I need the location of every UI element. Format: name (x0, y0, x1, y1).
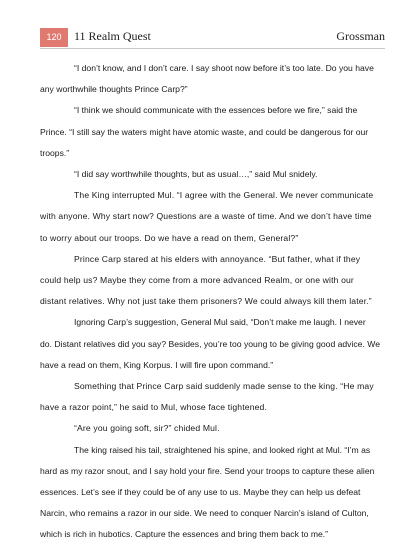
paragraph: The King interrupted Mul. “I agree with the General. We never communicate with anyone. Why start now? Questions are a waste of time. And we don’t have time to worry about our troops. Do we have a read on them, General?” (40, 190, 374, 243)
paragraph: The king raised his tail, straightened his spine, and looked right at Mul. “I’m as hard as my razor snout, and I say hold your fire. Send your troops to capture these alien essences. Let’s see if they could be of any use to us. Maybe they can help us defeat Narcin, who remains a razor in our side. We need to conquer Narcin’s island of Culton, which is rich in hubotics. Capture the essences and bring them back to me.” (40, 444, 375, 540)
paragraph: Ignoring Carp’s suggestion, General Mul said, “Don’t make me laugh. I never do. Distant relatives did you say? Besides, you’re too young to be giving good advice. We have a read on them, King Korpus. I will fire upon command.” (40, 317, 380, 370)
paragraph: Something that Prince Carp said suddenly made sense to the king. “He may have a razor point,” he said to Mul, whose face tightened. (40, 381, 374, 413)
page-number-badge: 120 (40, 28, 68, 47)
author-name: Grossman (336, 29, 385, 43)
paragraph: “I think we should communicate with the essences before we fire,” said the Prince. “I still say the waters might have atomic waste, and could be dangerous for our troops.” (40, 105, 369, 158)
book-title: 11 Realm Quest (74, 29, 151, 43)
paragraph: “I don’t know, and I don’t care. I say shoot now before it’s too late. Do you have any worthwhile thoughts Prince Carp?” (40, 63, 374, 95)
page-header (40, 28, 385, 49)
paragraph: “I did say worthwhile thoughts, but as usual…,” said Mul snidely. (74, 169, 318, 180)
paragraph: “Are you going soft, sir?” chided Mul. (74, 423, 220, 434)
body-text (40, 58, 380, 546)
paragraph: Prince Carp stared at his elders with annoyance. “But father, what if they could help us? Maybe they come from a more advanced Realm, or one with our distant relatives. Why not just take them prisoners? We could always kill them later.” (40, 253, 372, 307)
